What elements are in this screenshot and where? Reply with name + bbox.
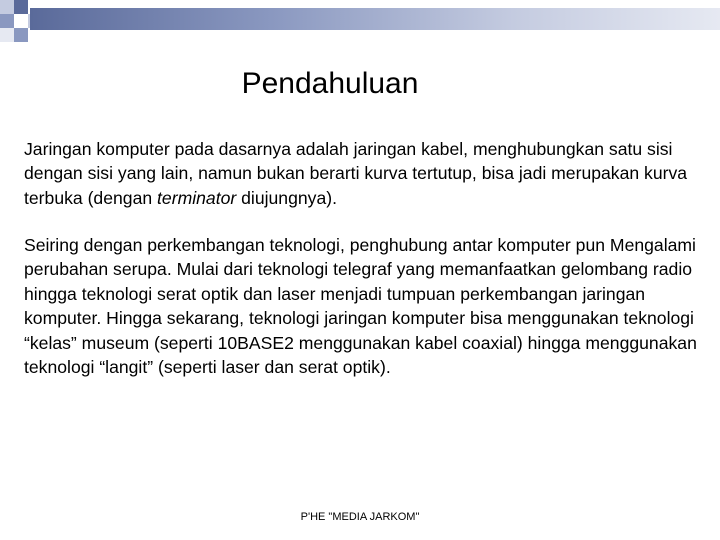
decor-square [14, 0, 28, 14]
paragraph-intro [24, 137, 700, 210]
slide-title: Pendahuluan [241, 67, 419, 100]
decor-square [0, 0, 14, 14]
paragraph-intro-text: Jaringan komputer pada dasarnya adalah jaringan kabel, menghubungkan satu sisi dengan sisi yang lain, namun bukan berarti kurva tertutup, bisa jadi merupakan kurva terbuka (dengan [24, 139, 688, 208]
paragraph-intro-end: diujungnya). [236, 187, 337, 208]
decor-square [0, 14, 14, 28]
paragraph-development: Seiring dengan perkembangan teknologi, penghubung antar komputer pun Mengalami perubahan serupa. Mulai dari teknologi telegraf yang memanfaatkan gelombang radio hingga teknologi serat optik dan laser menjadi tumpuan perkembangan jaringan komputer. Hingga sekarang, teknologi jaringan komputer bisa menggunakan teknologi “kelas” museum (seperti 10BASE2 menggunakan kabel coaxial) hingga menggunakan teknologi “langit” (seperti laser dan serat optik). [24, 235, 697, 378]
decor-square [14, 28, 28, 42]
paragraph-intro-emphasis: terminator [157, 187, 237, 208]
decor-square [14, 14, 28, 28]
slide-footer: P'HE "MEDIA JARKOM" [300, 511, 420, 523]
decor-square [0, 28, 14, 42]
header-gradient-bar [30, 8, 720, 30]
